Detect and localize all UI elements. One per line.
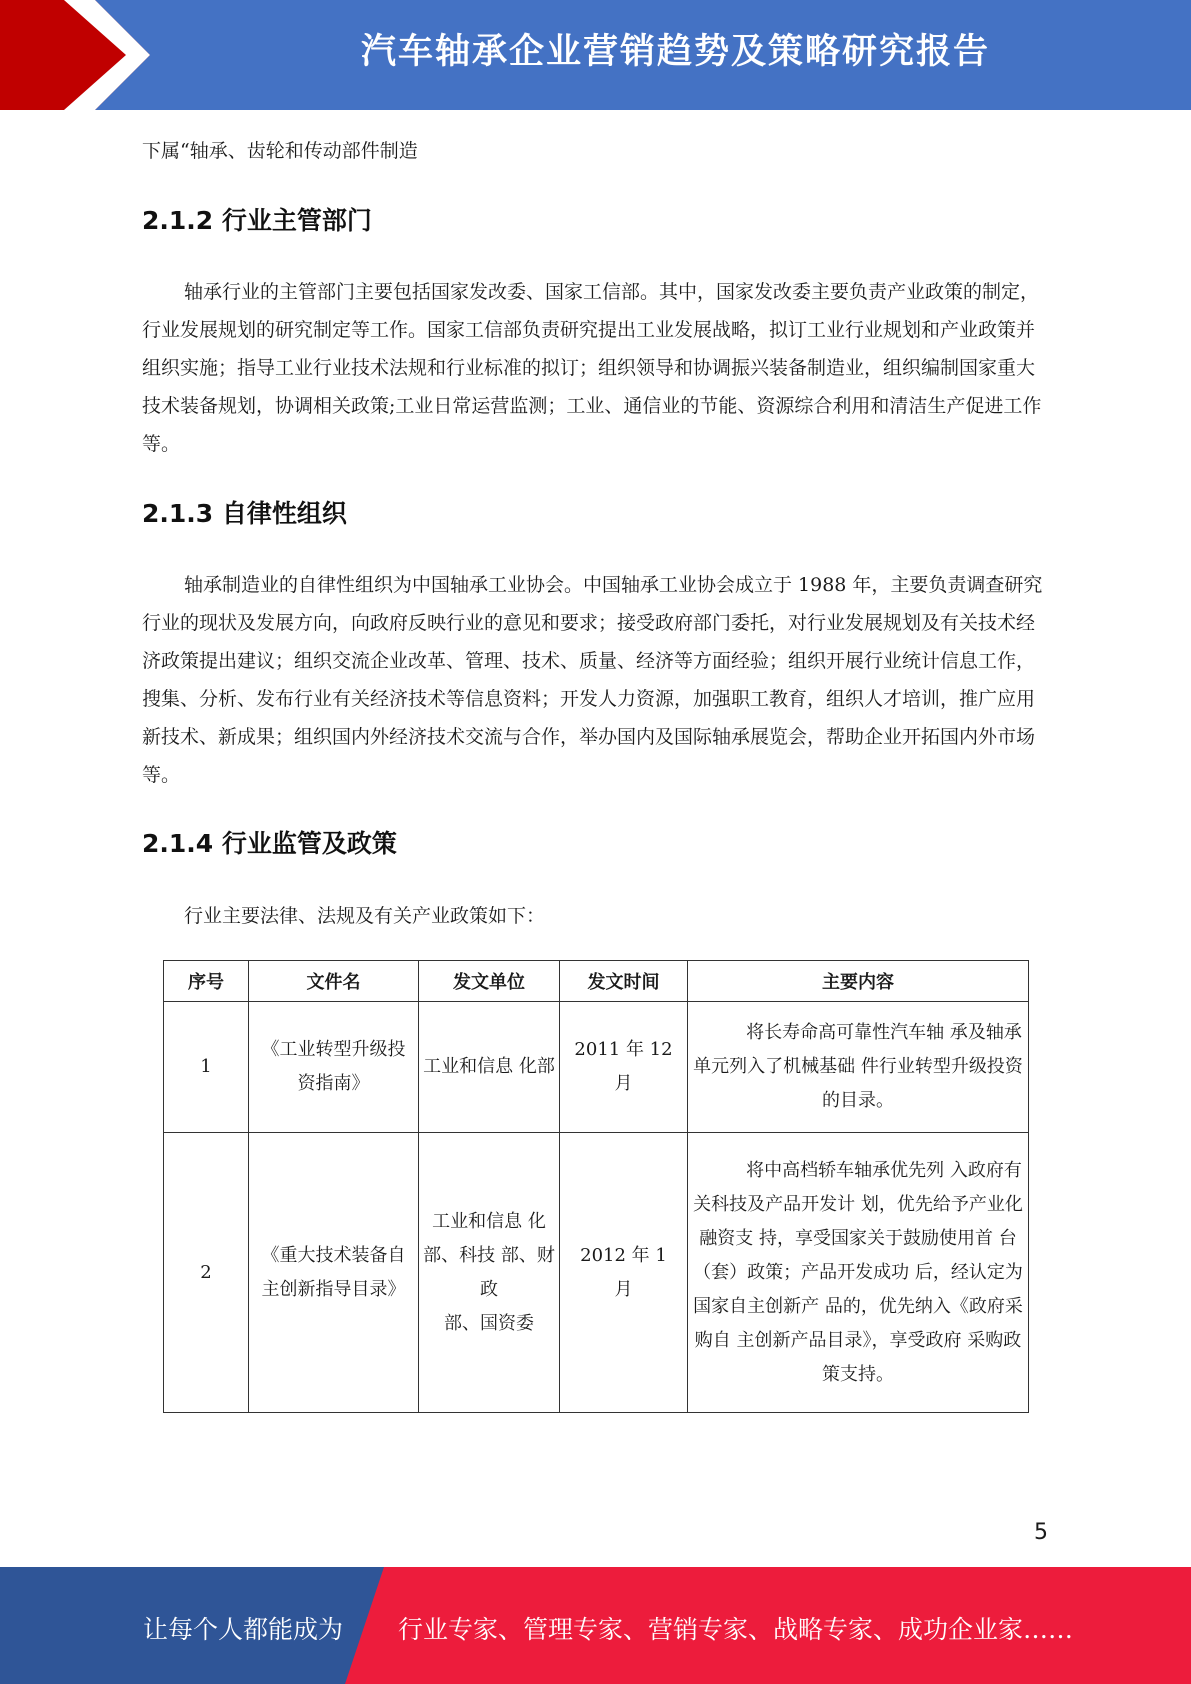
intro-line: 下属“轴承、齿轮和传动部件制造 <box>142 140 418 162</box>
cell-no: 2 <box>164 1133 249 1413</box>
cell-issuer-line: 工业和信息 化部、科技 部、财政 <box>423 1210 555 1300</box>
footer-slogan-right: 行业专家、管理专家、营销专家、战略专家、成功企业家…… <box>398 1615 1074 1644</box>
cell-content: 将中高档轿车轴承优先列 入政府有关科技及产品开发计 划，优先给予产业化融资支 持，享受国家关于鼓励使用首 台（套）政策；产品开发成功 后，经认定为国家自主创新产 品的，优先纳入《政府采购自 主创新产品目录》，享受政府 采购政策支持。 <box>688 1133 1029 1413</box>
section-paragraph: 轴承制造业的自律性组织为中国轴承工业协会。中国轴承工业协会成立于 1988 年，主要负责调查研究行业的现状及发展方向，向政府反映行业的意见和要求；接受政府部门委托，对行业发展规划及有关技术经济政策提出建议；组织交流企业改革、管理、技术、质量、经济等方面经验；组织开展行业统计信息工作，搜集、分析、发布行业有关经济技术等信息资料；开发人力资源，加强职工教育，组织人才培训，推广应用新技术、新成果；组织国内外经济技术交流与合作，举办国内及国际轴承展览会，帮助企业开拓国内外市场等。 <box>142 574 1043 786</box>
footer-slogan-left: 让每个人都能成为 <box>143 1615 344 1644</box>
table-row <box>164 1002 1029 1133</box>
section-paragraph: 轴承行业的主管部门主要包括国家发改委、国家工信部。其中，国家发改委主要负责产业政策的制定，行业发展规划的研究制定等工作。国家工信部负责研究提出工业发展战略，拟订工业行业规划和产业政策并组织实施；指导工业行业技术法规和行业标准的拟订；组织领导和协调振兴装备制造业，组织编制国家重大技术装备规划，协调相关政策;工业日常运营监测；工业、通信业的节能、资源综合利用和清洁生产促进工作等。 <box>142 281 1042 455</box>
header-arrow-icon <box>0 0 160 110</box>
cell-file: 《工业转型升级投资指南》 <box>249 1002 419 1133</box>
column-header: 文件名 <box>249 961 419 1002</box>
column-header: 序号 <box>164 961 249 1002</box>
cell-file: 《重大技术装备自主创新指导目录》 <box>249 1133 419 1413</box>
cell-issuer: 工业和信息 化部 <box>419 1002 560 1133</box>
column-header: 发文单位 <box>419 961 560 1002</box>
section-paragraph: 行业主要法律、法规及有关产业政策如下： <box>184 905 546 927</box>
cell-issuer-line: 部、国资委 <box>444 1312 534 1334</box>
column-header: 主要内容 <box>688 961 1029 1002</box>
page-number: 5 <box>1034 1520 1048 1545</box>
cell-date: 2011 年 12 月 <box>560 1002 688 1133</box>
column-header: 发文时间 <box>560 961 688 1002</box>
cell-date: 2012 年 1 月 <box>560 1133 688 1413</box>
section-heading: 2.1.4 行业监管及政策 <box>142 829 397 858</box>
cell-no: 1 <box>164 1002 249 1133</box>
section-heading: 2.1.3 自律性组织 <box>142 499 347 528</box>
cell-content: 将长寿命高可靠性汽车轴 承及轴承单元列入了机械基础 件行业转型升级投资的目录。 <box>688 1002 1029 1133</box>
table-row <box>164 1133 1029 1413</box>
section-heading: 2.1.2 行业主管部门 <box>142 206 372 235</box>
report-title: 汽车轴承企业营销趋势及策略研究报告 <box>360 32 990 72</box>
table-header-row <box>164 961 1029 1002</box>
cell-issuer <box>419 1133 560 1413</box>
policy-table <box>163 960 1029 1413</box>
